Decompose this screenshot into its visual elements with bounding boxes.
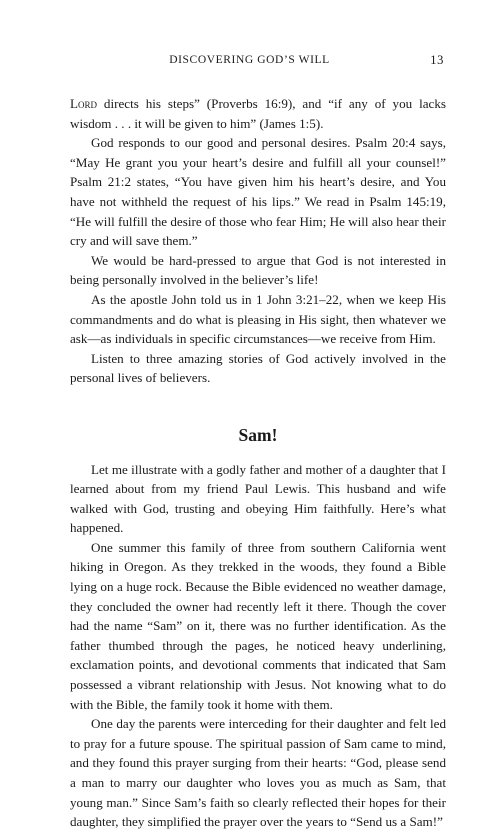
paragraph: God responds to our good and personal desires. Psalm 20:4 says, “May He grant you your heart’s desire and fulfill all your counsel!” Psalm 21:2 states, “You have given him his heart’s desire, and You have not withheld the request of his lips.” We read in Psalm 145:19, “He will fulfill the desire of those who fear Him; He will also hear their cry and will save them.” xyxy=(70,135,446,249)
small-caps-lord: Lord xyxy=(70,96,98,111)
paragraph: As the apostle John told us in 1 John 3:21–22, when we keep His commandments and do what is pleasing in His sight, then whatever we ask—as individuals in specific circumstances—we receive from Him. xyxy=(70,291,446,347)
paragraph xyxy=(70,94,446,133)
running-title: DISCOVERING GOD’S WILL xyxy=(169,54,330,66)
page-number: 13 xyxy=(430,53,444,67)
paragraph: We would be hard-pressed to argue that God is not interested in being personally involved in the believer’s life! xyxy=(70,252,446,288)
paragraph: Let me illustrate with a godly father and mother of a daughter that I learned about from my friend Paul Lewis. This husband and wife walked with God, trusting and obeying Him faithfully. Here’s what happened. xyxy=(70,461,446,536)
paragraph: One day the parents were interceding for their daughter and felt led to pray for a future spouse. The spiritual passion of Sam came to mind, and they found this prayer surging from their hearts: “God, please send a man to marry our daughter who loves you as much as Sam, that young man.” Since Sam’s faith so clearly reflected their hopes for their daughter, they simplified the prayer over the years to “Send us a Sam!” xyxy=(70,716,446,830)
section-heading: Sam! xyxy=(238,424,278,445)
paragraph-text: directs his steps” (Proverbs 16:9), and “if any of you lacks wisdom . . . it will be given to him” (James 1:5). xyxy=(70,96,446,131)
body-text xyxy=(70,94,446,832)
paragraph: One summer this family of three from southern California went hiking in Oregon. As they trekked in the woods, they found a Bible lying on a huge rock. Because the Bible evidenced no weather damage, they concluded the owner had recently left it there. Though the cover had the name “Sam” on it, there was no further identification. As the father thumbed through the pages, he noticed heavy underlining, exclamation points, and devotional comments that indicated that Sam possessed a vibrant relationship with Jesus. Not knowing what to do with the Bible, the family took it home with them. xyxy=(70,539,446,712)
paragraph: Listen to three amazing stories of God actively involved in the personal lives of believers. xyxy=(70,350,446,386)
